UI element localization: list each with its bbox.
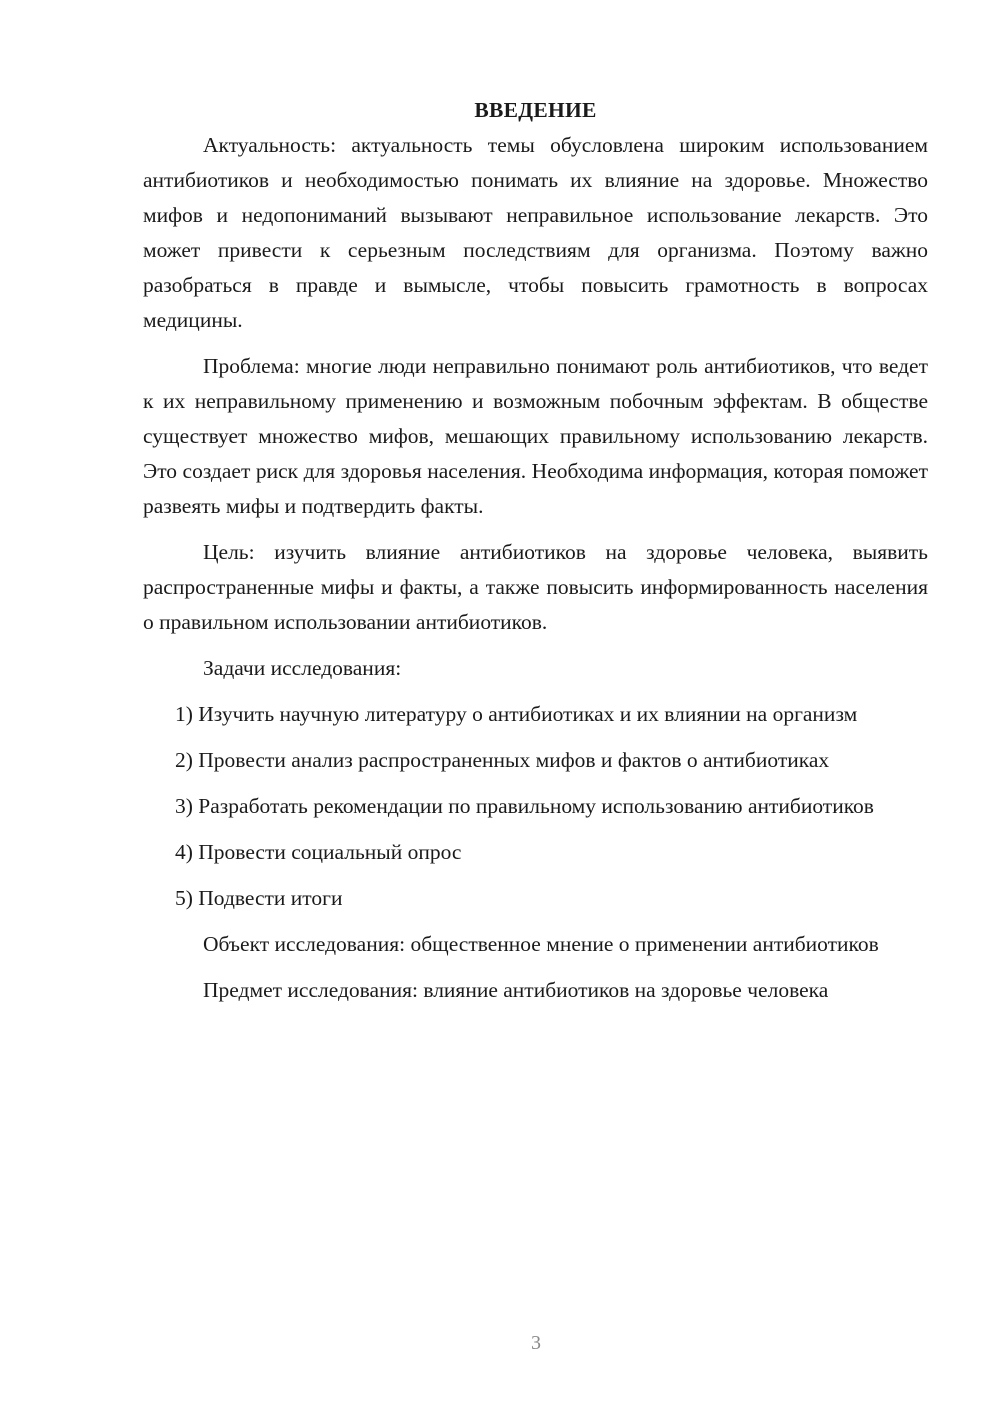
section-heading: ВВЕДЕНИЕ (474, 98, 597, 122)
goal-paragraph: Цель: изучить влияние антибиотиков на здоровье человека, выявить распространенные мифы и факты, а также повысить информированность населения о правильном использовании антибиотиков. (143, 540, 928, 634)
tasks-heading: Задачи исследования: (203, 656, 402, 680)
object-paragraph: Объект исследования: общественное мнение о применении антибиотиков (203, 932, 879, 956)
subject-paragraph: Предмет исследования: влияние антибиотиков на здоровье человека (203, 978, 829, 1002)
task-item: 5) Подвести итоги (175, 886, 343, 910)
task-item: 2) Провести анализ распространенных мифов и фактов о антибиотиках (175, 748, 830, 772)
relevance-paragraph: Актуальность: актуальность темы обусловлена широким использованием антибиотиков и необходимостью понимать их влияние на здоровье. Множество мифов и недопониманий вызывают неправильное использование лекарств. Это может привести к серьезным последствиям для организма. Поэтому важно разобраться в правде и вымысле, чтобы повысить грамотность в вопросах медицины. (143, 133, 928, 332)
document-body (143, 92, 928, 1019)
task-item: 1) Изучить научную литературу о антибиотиках и их влиянии на организм (175, 702, 858, 726)
page-number: 3 (531, 1332, 541, 1354)
problem-paragraph: Проблема: многие люди неправильно понимают роль антибиотиков, что ведет к их неправильному применению и возможным побочным эффектам. В обществе существует множество мифов, мешающих правильному использованию лекарств. Это создает риск для здоровья населения. Необходима информация, которая поможет развеять мифы и подтвердить факты. (143, 354, 928, 518)
task-item: 3) Разработать рекомендации по правильному использованию антибиотиков (175, 794, 874, 818)
task-item: 4) Провести социальный опрос (175, 840, 462, 864)
